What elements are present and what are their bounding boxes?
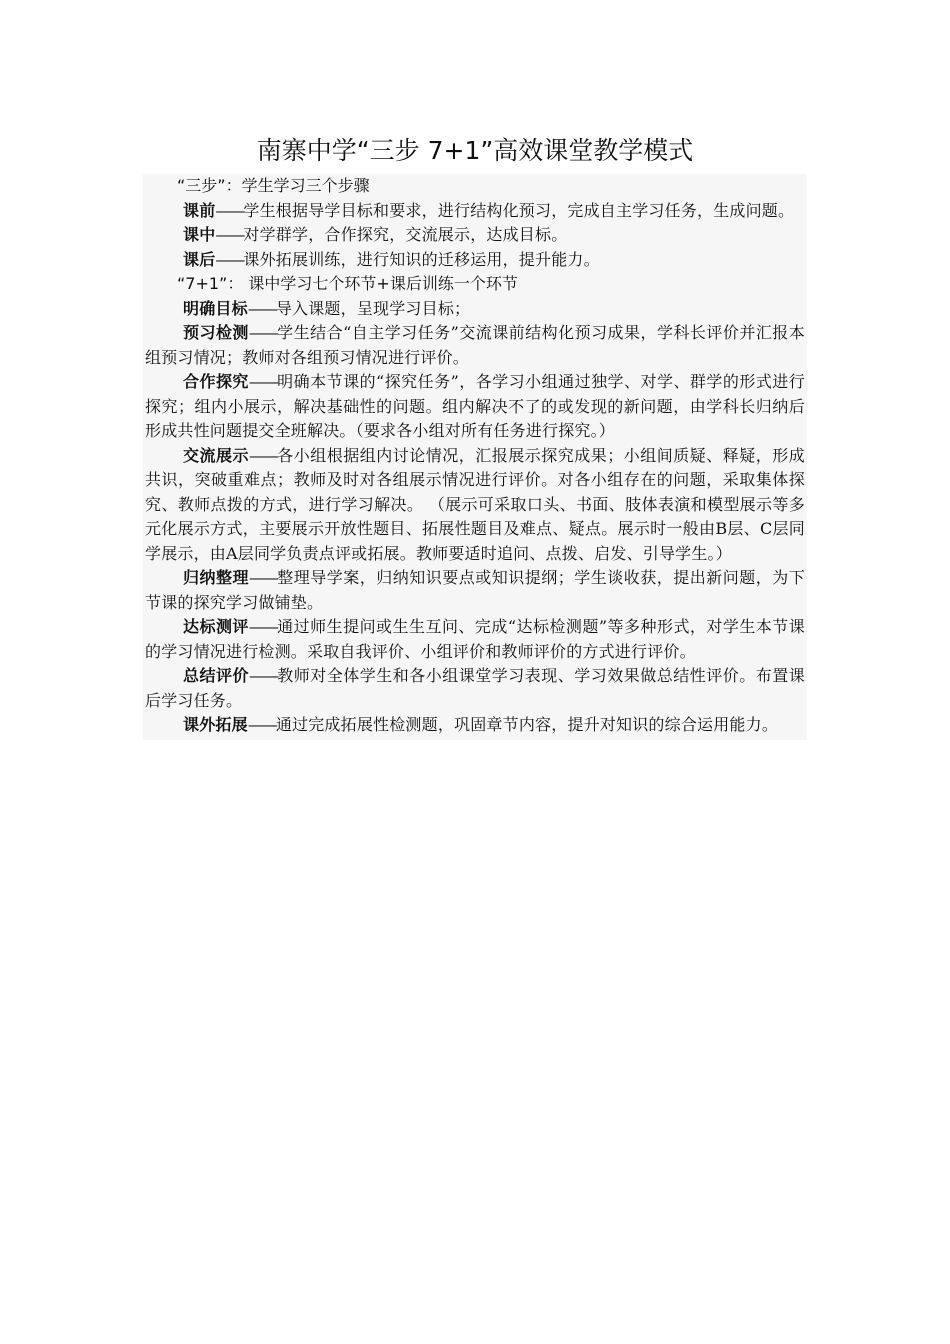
separator-dash: —— [247, 715, 276, 734]
step-paragraph [145, 223, 805, 248]
separator-dash: —— [215, 225, 244, 244]
separator-dash: —— [249, 568, 277, 587]
step-term: 课后 [183, 249, 216, 269]
stage-term: 课外拓展 [183, 715, 248, 734]
stage-text: 教师对全体学生和各小组课堂学习表现、学习效果做总结性评价。布置课后学习任务。 [145, 666, 805, 710]
stage-term: 总结评价 [183, 666, 249, 685]
stage-text: 学生结合“自主学习任务”交流课前结构化预习成果，学科长评价并汇报本组预习情况；教师对各组预习情况进行评价。 [145, 323, 805, 367]
separator-dash: —— [248, 323, 277, 342]
separator-dash: —— [248, 617, 277, 636]
stage-text: 通过完成拓展性检测题，巩固章节内容，提升对知识的综合运用能力。 [275, 715, 779, 734]
step-term: 课中 [183, 225, 216, 244]
stage-paragraph [145, 615, 805, 664]
stage-paragraph [145, 297, 805, 322]
step-paragraph [145, 248, 805, 273]
step-text: 对学群学，合作探究，交流展示，达成目标。 [243, 225, 568, 244]
separator-dash: —— [249, 666, 277, 685]
step-text: 学生根据导学目标和要求，进行结构化预习，完成自主学习任务，生成问题。 [243, 200, 795, 220]
stage-paragraph [145, 370, 805, 444]
stage-term: 交流展示 [183, 445, 249, 465]
step-term: 课前 [183, 200, 216, 220]
stage-text: 通过师生提问或生生互问、完成“达标检测题”等多种形式，对学生本节课的学习情况进行检测。采取自我评价、小组评价和教师评价的方式进行评价。 [145, 617, 805, 661]
separator-dash: —— [249, 445, 277, 465]
stage-paragraph [145, 444, 805, 567]
stage-text: 明确本节课的“探究任务”，各学习小组通过独学、对学、群学的形式进行探究；组内小展示，解决基础性的问题。组内解决不了的或发现的新问题，由学科长归纳后形成共性问题提交全班解决。（要求各小组对所有任务进行探究。） [145, 372, 805, 440]
section-heading-7-plus-1: “7+1”： 课中学习七个环节+课后训练一个环节 [177, 274, 518, 293]
stage-text: 各小组根据组内讨论情况，汇报展示探究成果；小组间质疑、释疑，形成共识，突破重难点；教师及时对各组展示情况进行评价。对各小组存在的问题，采取集体探究、教师点拨的方式，进行学习解决。 （展示可采取口头、书面、肢体表演和模型展示等多元化展示方式，主要展示开放性题目、拓展性题目及难点、疑点。展示时一般由B层、C层同学展示，由A层同学负责点评或拓展。教师要适时追问、点拨、启发、引导学生。） [145, 445, 805, 563]
stage-term: 合作探究 [183, 372, 249, 391]
step-text: 课外拓展训练，进行知识的迁移运用，提升能力。 [243, 249, 600, 269]
separator-dash: —— [215, 200, 244, 220]
separator-dash: —— [248, 372, 277, 391]
separator-dash: —— [247, 298, 276, 318]
stage-term: 预习检测 [183, 323, 249, 342]
section-heading-three-steps: “三步”：学生学习三个步骤 [177, 176, 370, 195]
stage-paragraph [145, 321, 805, 370]
stage-text: 导入课题，呈现学习目标； [275, 298, 471, 318]
step-paragraph [145, 199, 805, 224]
stage-term: 明确目标 [183, 298, 248, 318]
stage-text: 整理导学案，归纳知识要点或知识提纲；学生谈收获，提出新问题，为下节课的探究学习做铺垫。 [145, 568, 805, 612]
stage-term: 归纳整理 [183, 568, 249, 587]
separator-dash: —— [215, 249, 244, 269]
stage-term: 达标测评 [183, 617, 249, 636]
stage-paragraph [145, 664, 805, 713]
stage-paragraph [145, 713, 805, 738]
page-title: 南寨中学“三步 7+1”高效课堂教学模式 [256, 136, 694, 165]
document-body [143, 174, 807, 740]
stage-paragraph [145, 566, 805, 615]
